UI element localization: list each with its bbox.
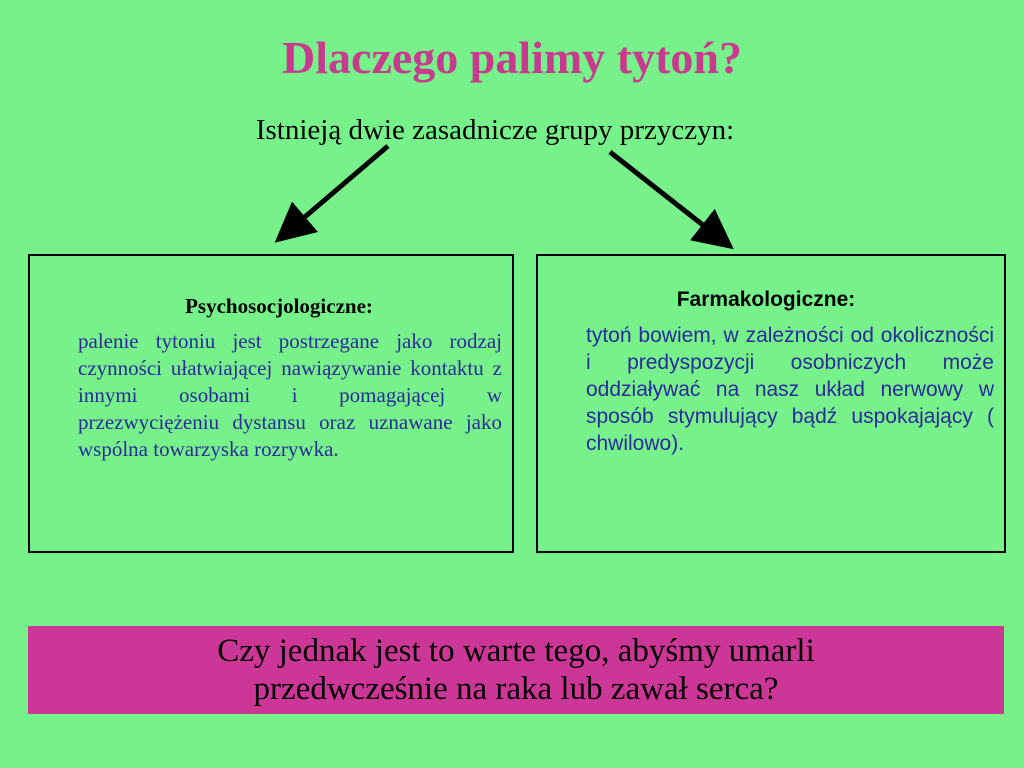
pharmacological-heading: Farmakologiczne: — [676, 288, 856, 311]
arrow-left — [286, 146, 388, 233]
banner-line-1: Czy jednak jest to warte tego, abyśmy umarli — [217, 633, 815, 669]
slide-subtitle: Istnieją dwie zasadnicze grupy przyczyn: — [255, 114, 735, 146]
psychosocial-heading: Psychosocjologiczne: — [185, 294, 373, 318]
slide-title: Dlaczego palimy tytoń? — [282, 32, 742, 83]
pharmacological-box — [536, 254, 1006, 553]
arrow-right — [610, 152, 722, 240]
pharmacological-body: tytoń bowiem, w zależności od okoliczności i predyspozycji osobniczych może oddziaływać na nasz układ nerwowy w sposób stymulujący bądź uspokajający ( chwilowo). — [586, 324, 994, 455]
banner-text — [28, 632, 1004, 708]
psychosocial-body: palenie tytoniu jest postrzegane jako rodzaj czynności ułatwiającej nawiązywanie kontaktu z innymi osobami i pomagającej w przezwyciężeniu dystansu oraz uznawane jako wspólna towarzyska rozrywka. — [78, 329, 502, 461]
psychosocial-box — [28, 254, 514, 553]
banner-line-2: przedwcześnie na raka lub zawał serca? — [253, 671, 779, 707]
question-banner — [28, 626, 1004, 714]
